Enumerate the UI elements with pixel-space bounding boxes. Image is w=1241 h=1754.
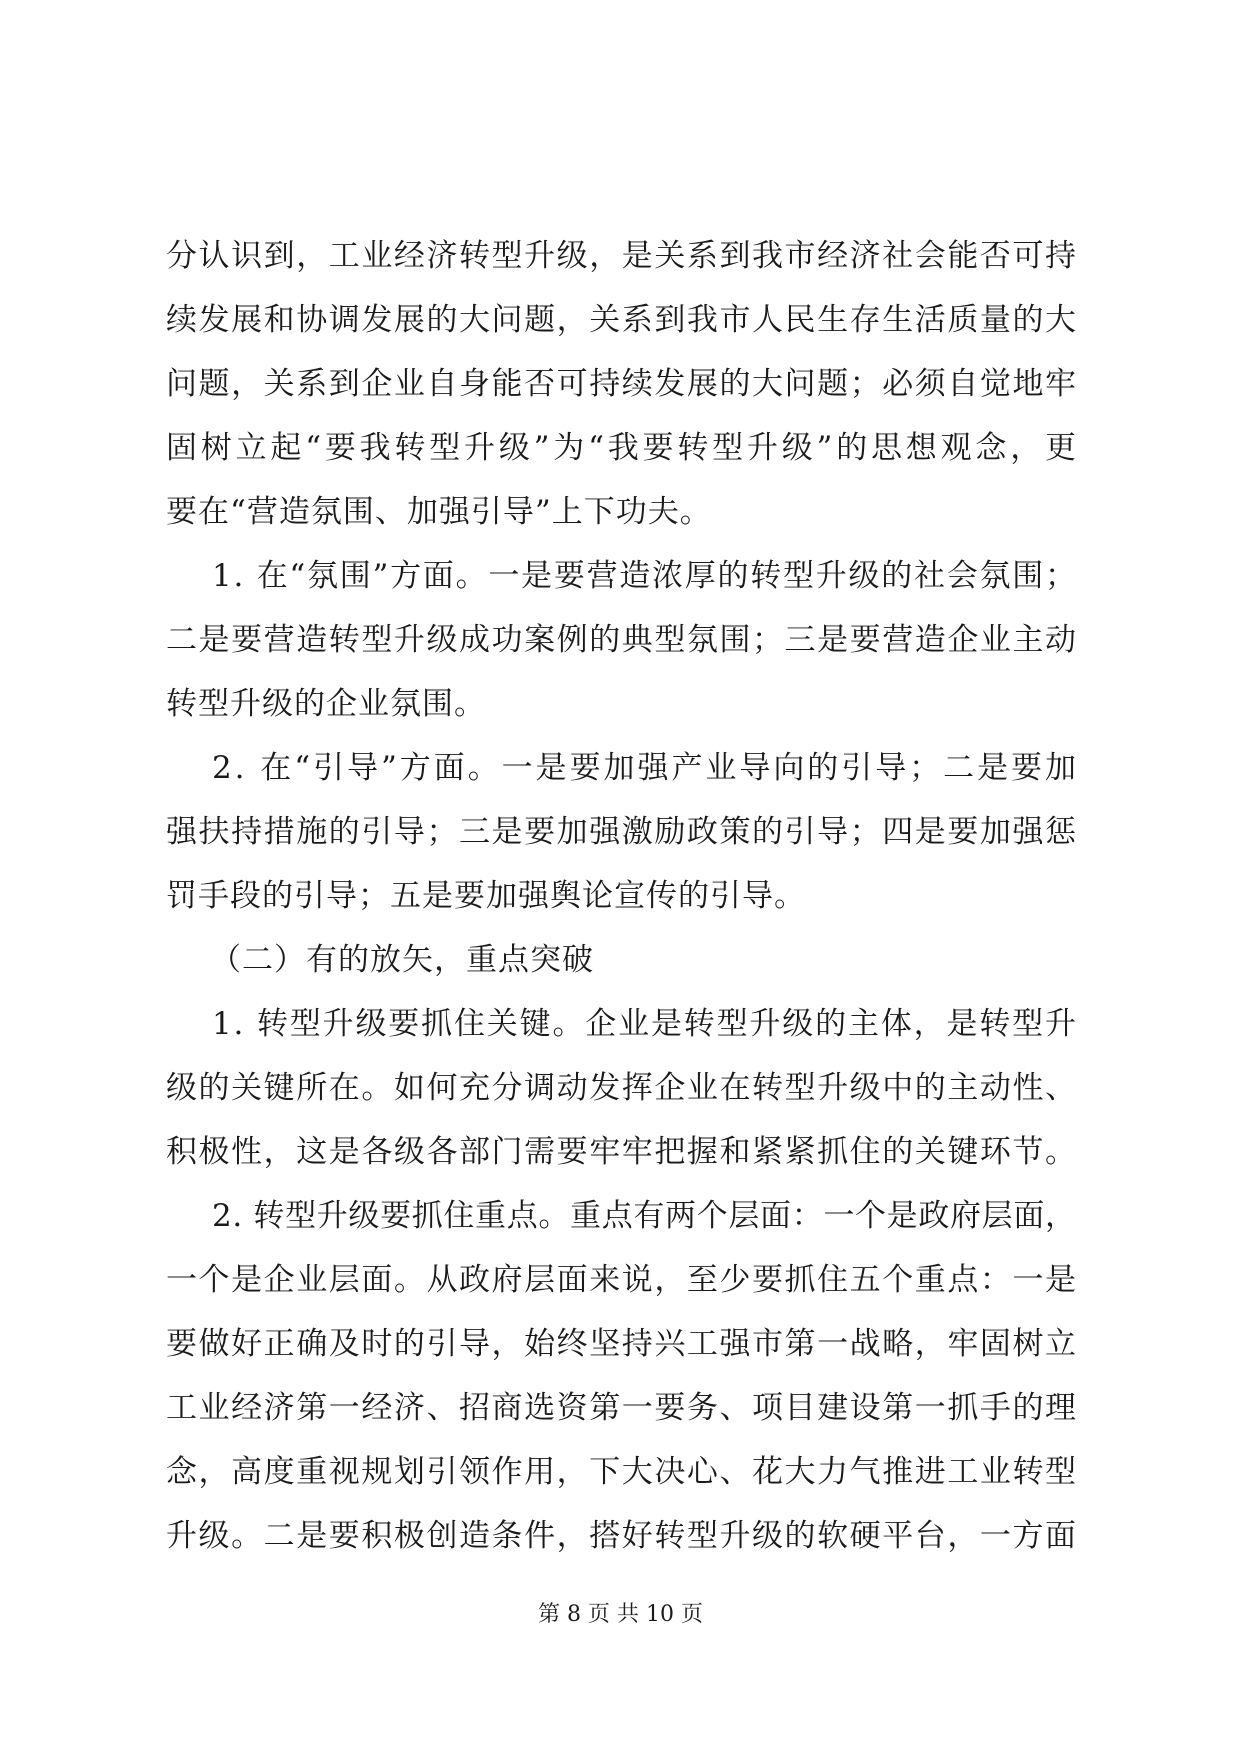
page-number-footer: 第 8 页 共 10 页 [538,1602,703,1627]
text-line: 要做好正确及时的引导，始终坚持兴工强市第一战略，牢固树立 [166,1326,1078,1362]
text-line: 级的关键所在。如何充分调动发挥企业在转型升级中的主动性、 [166,1070,1078,1106]
text-line: 固树立起“要我转型升级”为“我要转型升级”的思想观念，更 [166,430,1080,466]
text-line: 一个是企业层面。从政府层面来说，至少要抓住五个重点：一是 [166,1262,1078,1298]
text-line: 续发展和协调发展的大问题，关系到我市人民生存生活质量的大 [166,302,1078,338]
text-line: 强扶持措施的引导；三是要加强激励政策的引导；四是要加强惩 [166,814,1078,850]
text-line: 转型升级的企业氛围。 [166,686,486,722]
text-line: 罚手段的引导；五是要加强舆论宣传的引导。 [166,878,806,914]
text-line: 念，高度重视规划引领作用，下大决心、花大力气推进工业转型 [166,1454,1078,1490]
numbered-paragraph-start: 2. 在“引导”方面。一是要加强产业导向的引导；二是要加 [212,750,1079,786]
text-line: 工业经济第一经济、招商选资第一要务、项目建设第一抓手的理 [166,1390,1078,1426]
document-body [166,224,1080,1568]
text-line: 分认识到，工业经济转型升级，是关系到我市经济社会能否可持 [166,238,1078,274]
section-heading: （二）有的放矢，重点突破 [210,942,594,978]
text-line: 要在“营造氛围、加强引导”上下功夫。 [166,494,712,530]
text-line: 积极性，这是各级各部门需要牢牢把握和紧紧抓住的关键环节。 [166,1134,1078,1170]
numbered-paragraph-start: 2. 转型升级要抓住重点。重点有两个层面：一个是政府层面， [212,1198,1077,1234]
text-line: 问题，关系到企业自身能否可持续发展的大问题；必须自觉地牢 [166,366,1078,402]
numbered-paragraph-start: 1. 在“氛围”方面。一是要营造浓厚的转型升级的社会氛围； [212,558,1078,594]
text-line: 升级。二是要积极创造条件，搭好转型升级的软硬平台，一方面 [166,1518,1078,1554]
text-line: 二是要营造转型升级成功案例的典型氛围；三是要营造企业主动 [166,622,1078,658]
numbered-paragraph-start: 1. 转型升级要抓住关键。企业是转型升级的主体，是转型升 [212,1006,1078,1042]
